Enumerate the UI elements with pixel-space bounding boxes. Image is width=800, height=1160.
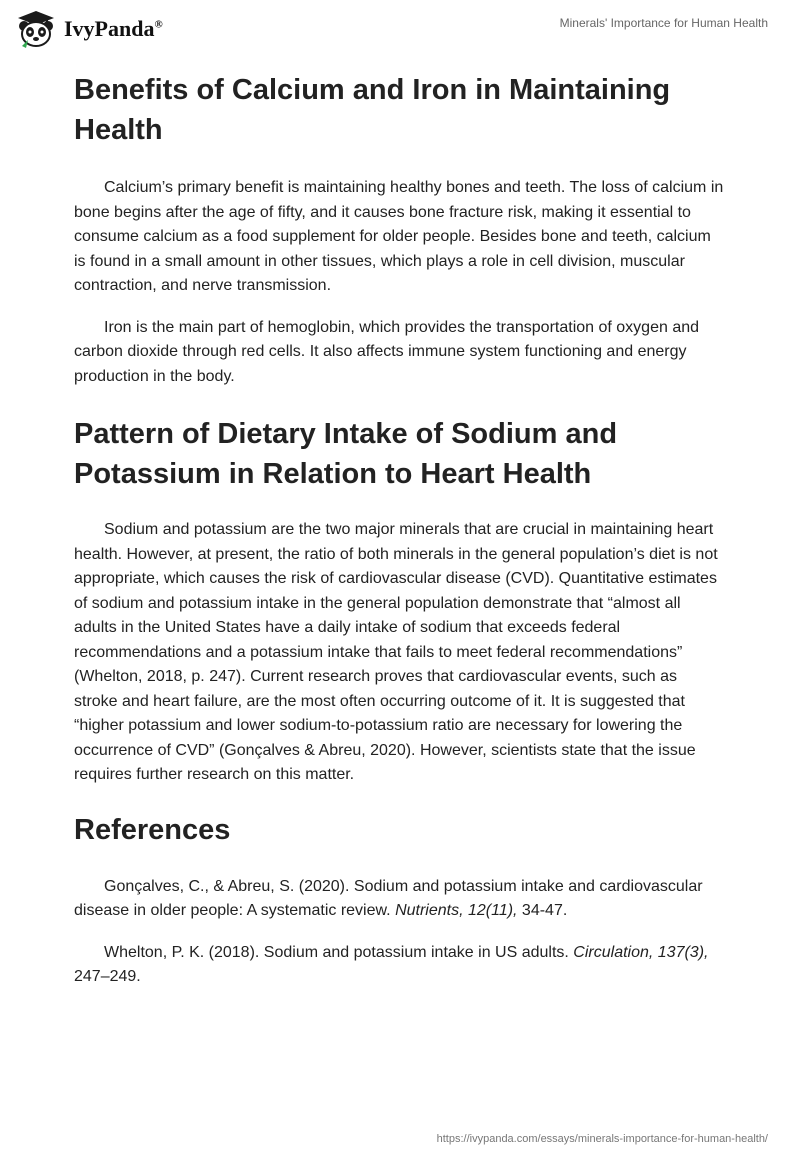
reference-item: Whelton, P. K. (2018). Sodium and potassium intake in US adults. Circulation, 137(3), 247–249.	[74, 943, 709, 985]
section-heading-sodium-potassium: Pattern of Dietary Intake of Sodium and Potassium in Relation to Heart Health	[74, 418, 618, 490]
paragraph-iron: Iron is the main part of hemoglobin, which provides the transportation of oxygen and carbon dioxide through red cells. It also affects immune system functioning and energy production in the body.	[74, 318, 700, 385]
section-heading-calcium-iron: Benefits of Calcium and Iron in Maintaining Health	[74, 74, 671, 146]
logo-wordmark: IvyPanda®	[64, 16, 163, 41]
paragraph-sodium-potassium: Sodium and potassium are the two major minerals that are crucial in maintaining heart health. However, at present, the ratio of both minerals in the general population’s diet is not appropriate, which causes the risk of cardiovascular disease (CVD). Quantitative estimates of sodium and potassium intake in the general population demonstrate that “almost all adults in the United States have a daily intake of sodium that exceeds federal recommendations and a potassium intake that fails to meet federal recommendations” (Whelton, 2018, p. 247). Current research proves that cardiovascular events, such as stroke and heart failure, are the most often occurring outcome of it. It is suggested that “higher potassium and lower sodium-to-potassium ratio are necessary for lowering the occurrence of CVD” (Gonçalves & Abreu, 2020). However, scientists state that the issue requires further research on this matter.	[74, 521, 718, 783]
paragraph-calcium: Calcium’s primary benefit is maintaining healthy bones and teeth. The loss of calcium in bone begins after the age of fifty, and it causes bone fracture risk, making it essential to consume calcium as a food supplement for older people. Besides bone and teeth, calcium is found in a small amount in other tissues, which plays a role in cell division, muscular contraction, and nerve transmission.	[74, 179, 724, 294]
reference-item: Gonçalves, C., & Abreu, S. (2020). Sodium and potassium intake and cardiovascular disease in older people: A systematic review. Nutrients, 12(11), 34-47.	[74, 877, 703, 919]
source-url-link[interactable]: https://ivypanda.com/essays/minerals-importance-for-human-health/	[436, 1133, 768, 1145]
site-logo[interactable]	[14, 10, 163, 48]
panda-graduate-icon	[14, 10, 58, 48]
document-title: Minerals' Importance for Human Health	[559, 16, 768, 30]
essay-body	[74, 70, 724, 1007]
references-heading: References	[74, 813, 231, 846]
